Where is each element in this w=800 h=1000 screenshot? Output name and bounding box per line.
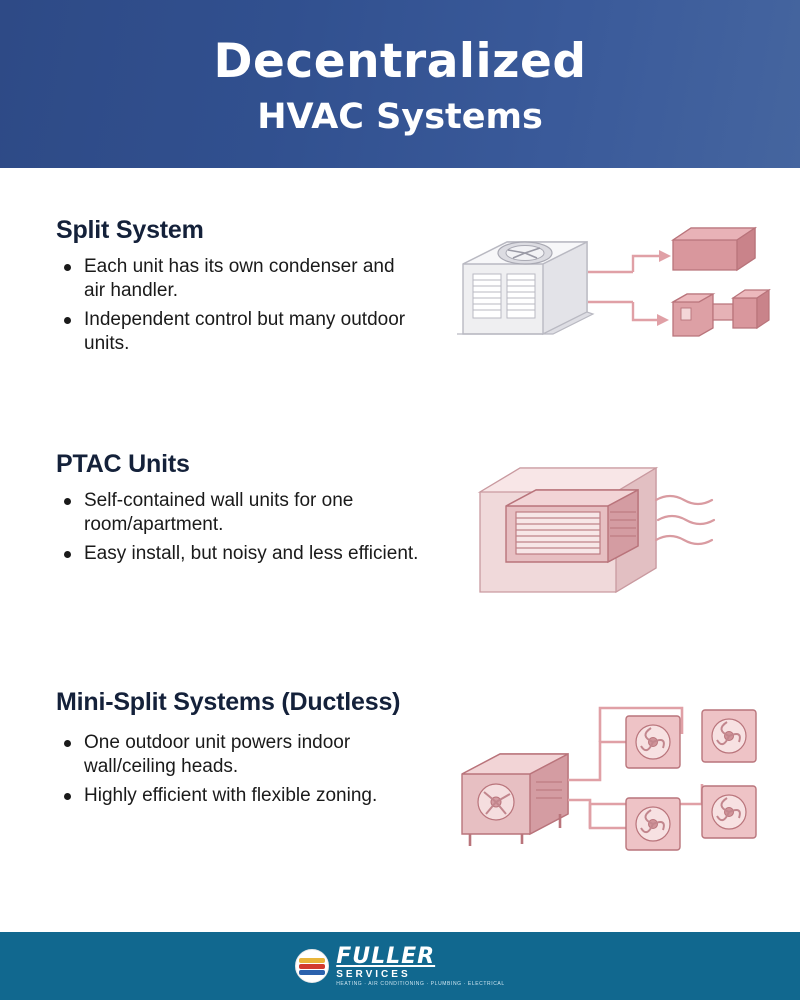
section-text-mini-split-systems [0,688,420,814]
list-item: One outdoor unit powers indoor wall/ceiling heads. [56,731,420,778]
logo-company-subtitle: SERVICES [336,968,411,980]
logo-company-name: FULLER [336,943,436,969]
section-title-split-system: Split System [56,216,204,244]
list-item: Highly efficient with flexible zoning. [56,784,420,808]
section-title-mini-split-systems: Mini-Split Systems (Ductless) [56,688,401,716]
page-title: Decentralized [213,34,587,90]
section-title-ptac-units: PTAC Units [56,450,190,478]
split-system-icon [445,216,775,356]
page-subtitle: HVAC Systems [257,96,543,137]
bullet-list-ptac-units [56,489,420,566]
ptac-wall-unit-icon [460,450,760,610]
logo-tagline: HEATING · AIR CONDITIONING · PLUMBING · ELECTRICAL [336,980,505,987]
list-item: Easy install, but noisy and less efficient. [56,542,420,566]
section-ptac-units [0,450,800,610]
section-text-ptac-units [0,450,420,572]
illustration-mini-split-systems [420,688,800,868]
section-split-system [0,216,800,361]
logo-text-block [336,943,505,987]
list-item: Each unit has its own condenser and air handler. [56,255,420,302]
content-area [0,168,800,932]
section-mini-split-systems [0,688,800,868]
list-item: Independent control but many outdoor units. [56,308,420,355]
section-text-split-system [0,216,420,361]
bullet-list-mini-split-systems [56,731,420,808]
illustration-ptac-units [420,450,800,610]
company-logo [295,943,505,987]
list-item: Self-contained wall units for one room/apartment. [56,489,420,536]
bullet-list-split-system [56,255,420,355]
page-header [0,0,800,168]
logo-stripes-icon [295,949,329,983]
page-footer [0,932,800,1000]
illustration-split-system [420,216,800,356]
mini-split-icon [450,688,770,868]
